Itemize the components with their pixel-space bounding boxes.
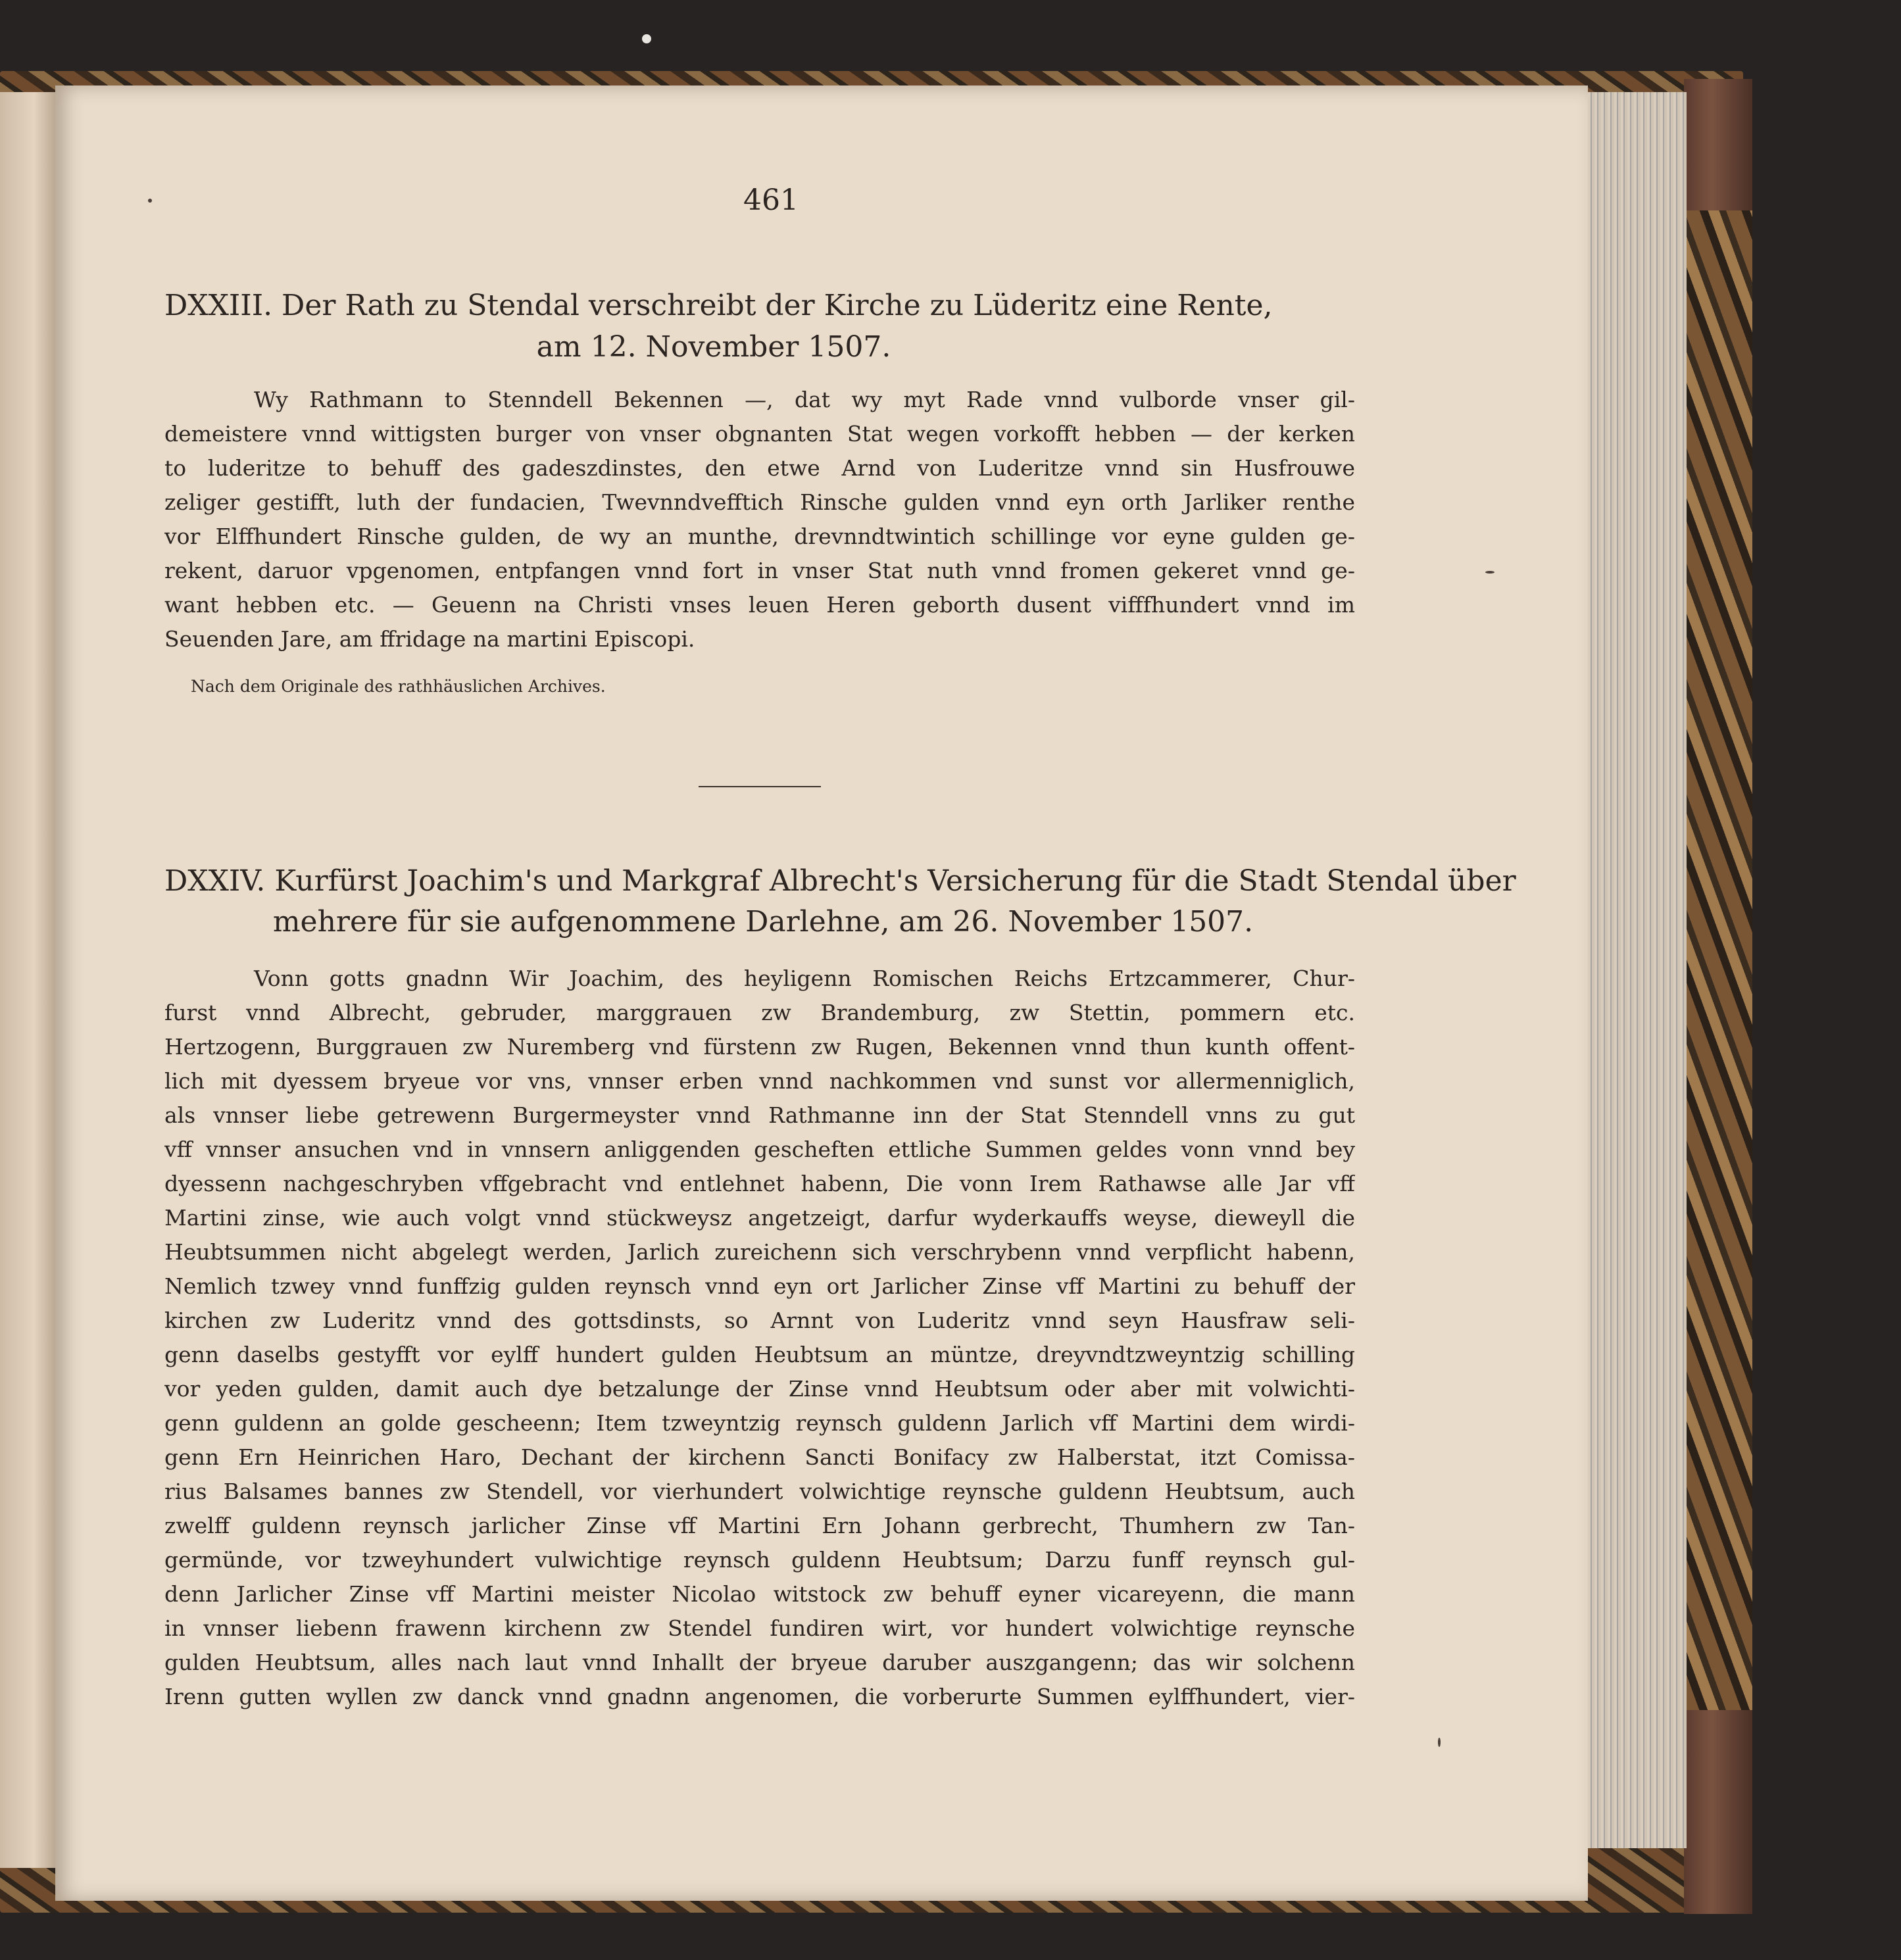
text-line: genn Ern Heinrichen Haro, Dechant der kirchenn Sancti Bonifacy zw Halberstat, itzt Comissa- — [164, 1444, 1355, 1470]
text-line: genn guldenn an golde gescheenn; Item tzweyntzig reynsch guldenn Jarlich vff Martini dem wirdi- — [164, 1410, 1355, 1436]
page-fore-edge — [1581, 92, 1687, 1848]
text-line: vff vnnser ansuchen vnd in vnnsern anliggenden gescheften ettliche Summen geldes vonn vnnd bey — [164, 1137, 1355, 1162]
section-divider — [699, 786, 821, 787]
text-line: vor yeden gulden, damit auch dye betzalunge der Zinse vnnd Heubtsum oder aber mit volwichti- — [164, 1376, 1355, 1402]
text-line: Vonn gotts gnadnn Wir Joachim, des heyligenn Romischen Reichs Ertzcammerer, Chur- — [254, 966, 1355, 991]
text-line: Seuenden Jare, am ffridage na martini Episcopi. — [164, 626, 695, 652]
text-line: Nemlich tzwey vnnd funffzig gulden reynsch vnnd eyn ort Jarlicher Zinse vff Martini zu behuff der — [164, 1273, 1355, 1299]
source-note: Nach dem Originale des rathhäuslichen Archives. — [191, 677, 606, 696]
text-line: Hertzogenn, Burggrauen zw Nuremberg vnd fürstenn zw Rugen, Bekennen vnnd thun kunth offent- — [164, 1034, 1355, 1060]
text-line: kirchen zw Luderitz vnnd des gottsdinsts, so Arnnt von Luderitz vnnd seyn Hausfraw seli- — [164, 1308, 1355, 1333]
page-number: 461 — [743, 184, 799, 217]
section-heading-date: mehrere für sie aufgenommene Darlehne, am 26. November 1507. — [272, 905, 1254, 939]
text-line: Irenn gutten wyllen zw danck vnnd gnadnn angenomen, die vorberurte Summen eylffhundert, vier- — [164, 1684, 1355, 1709]
text-line: denn Jarlicher Zinse vff Martini meister Nicolao witstock zw behuff eyner vicareyenn, die mann — [164, 1581, 1355, 1607]
text-line: zwelff guldenn reynsch jarlicher Zinse vff Martini Ern Johann gerbrecht, Thumhern zw Tan- — [164, 1513, 1355, 1538]
text-line: lich mit dyessem bryeue vor vns, vnnser erben vnnd nachkommen vnd sunst vor allermenniglich, — [164, 1068, 1355, 1094]
text-line: want hebben etc. — Geuenn na Christi vnses leuen Heren geborth dusent vifffhundert vnnd im — [164, 592, 1355, 618]
text-line: zeliger gestifft, luth der fundacien, Twevnndvefftich Rinsche gulden vnnd eyn orth Jarliker renthe — [164, 489, 1355, 515]
section-heading: DXXIII. Der Rath zu Stendal verschreibt der Kirche zu Lüderitz eine Rente, — [164, 289, 1273, 322]
text-line: in vnnser liebenn frawenn kirchenn zw Stendel fundiren wirt, vor hundert volwichtige reynsche — [164, 1615, 1355, 1641]
text-line: gulden Heubtsum, alles nach laut vnnd Inhallt der bryeue daruber auszgangenn; das wir solchenn — [164, 1650, 1355, 1675]
text-line: rekent, daruor vpgenomen, entpfangen vnnd fort in vnser Stat nuth vnnd fromen gekeret vnnd ge- — [164, 558, 1355, 583]
text-line: demeistere vnnd wittigsten burger von vnser obgnanten Stat wegen vorkofft hebben — der kerken — [164, 421, 1355, 447]
text-line: furst vnnd Albrecht, gebruder, marggrauen zw Brandemburg, zw Stettin, pommern etc. — [164, 1000, 1355, 1025]
text-line: dyessenn nachgeschryben vffgebracht vnd entlehnet habenn, Die vonn Irem Rathawse alle Jar vff — [164, 1171, 1355, 1196]
section-heading-date: am 12. November 1507. — [536, 330, 891, 364]
text-line: vor Elffhundert Rinsche gulden, de wy an munthe, drevnndtwintich schillinge vor eyne gulden ge- — [164, 524, 1355, 549]
text-line: germünde, vor tzweyhundert vulwichtige reynsch guldenn Heubtsum; Darzu funff reynsch gul- — [164, 1547, 1355, 1573]
left-page-edge — [0, 92, 57, 1868]
text-line: Wy Rathmann to Stenndell Bekennen —, dat wy myt Rade vnnd vulborde vnser gil- — [254, 387, 1355, 412]
section-heading: DXXIV. Kurfürst Joachim's und Markgraf Albrecht's Versicherung für die Stadt Stendal über — [164, 864, 1516, 898]
text-line: als vnnser liebe getrewenn Burgermeyster vnnd Rathmanne inn der Stat Stenndell vnns zu gut — [164, 1102, 1355, 1128]
text-line: rius Balsames bannes zw Stendell, vor vierhundert volwichtige reynsche guldenn Heubtsum, auch — [164, 1479, 1355, 1504]
text-line: Martini zinse, wie auch volgt vnnd stückweysz angetzeigt, darfur wyderkauffs weyse, dieweyll die — [164, 1205, 1355, 1231]
text-line: genn daselbs gestyfft vor eylff hundert gulden Heubtsum an müntze, dreyvndtzweyntzig schilling — [164, 1342, 1355, 1367]
text-line: to luderitze to behuff des gadeszdinstes, den etwe Arnd von Luderitze vnnd sin Husfrouwe — [164, 455, 1355, 481]
marbled-edge — [1684, 210, 1752, 1710]
text-line: Heubtsummen nicht abgelegt werden, Jarlich zureichenn sich verschrybenn vnnd verpflicht habenn, — [164, 1239, 1355, 1265]
